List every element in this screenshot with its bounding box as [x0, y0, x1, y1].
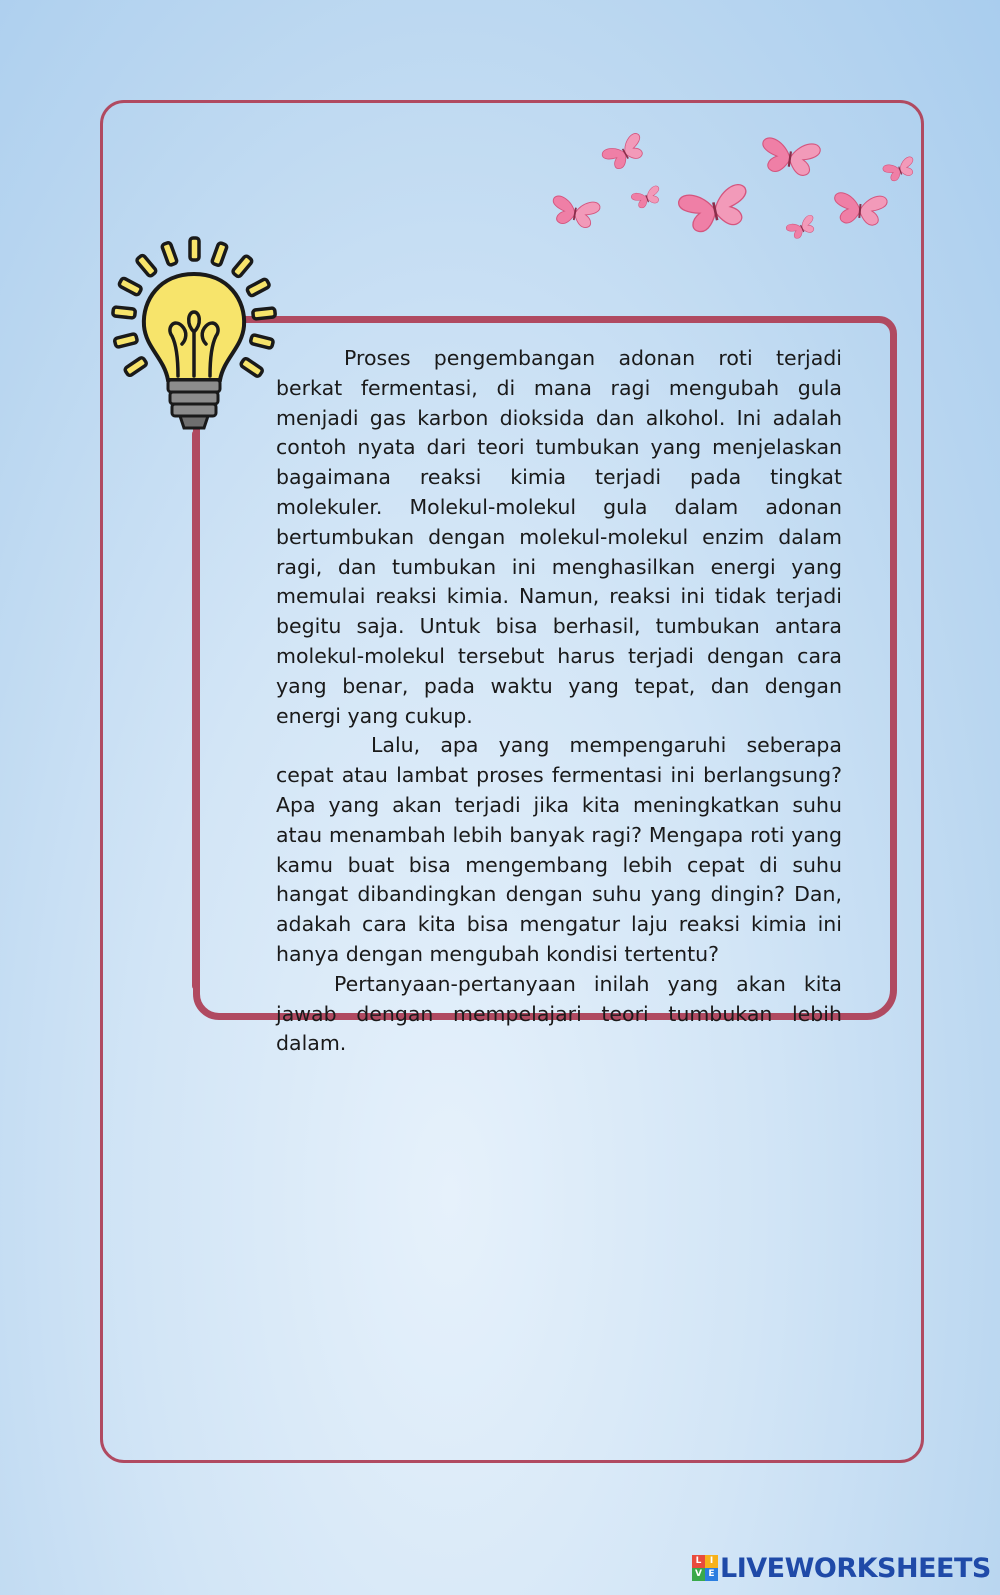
butterfly-icon: [550, 195, 601, 230]
paragraph: Pertanyaan-pertanyaan inilah yang akan kita jawab dengan mempelajari teori tumbukan lebih dalam.: [276, 971, 842, 1056]
butterfly-icon: [882, 156, 918, 184]
butterfly-icon: [785, 214, 818, 241]
logo-text: LIVEWORKSHEETS: [720, 1552, 991, 1584]
lightbulb-icon: [108, 236, 288, 446]
butterfly-icon: [630, 185, 663, 210]
butterfly-icon: [677, 183, 752, 235]
paragraph: Proses pengembangan adonan roti terjadi berkat fermentasi, di mana ragi mengubah gula menjadi gas karbon dioksida dan alkohol. Ini adalah contoh nyata dari teori tumbukan yang menjelaskan bagaimana reaksi kimia terjadi pada tingkat molekuler. Molekul-molekul gula dalam adonan bertumbukan dengan molekul-molekul enzim dalam ragi, dan tumbukan ini menghasilkan energi yang memulai reaksi kimia. Namun, reaksi ini tidak terjadi begitu saja. Untuk bisa berhasil, tumbukan antara molekul-molekul tersebut harus terjadi dengan cara yang benar, pada waktu yang tepat, dan dengan energi yang cukup.: [276, 346, 842, 728]
paragraph: Lalu, apa yang mempengaruhi seberapa cepat atau lambat proses fermentasi ini berlangsung? Apa yang akan terjadi jika kita meningkatkan suhu atau menambah lebih banyak ragi? Mengapa roti yang kamu buat bisa mengembang lebih cepat di suhu hangat dibandingkan dengan suhu yang dingin? Dan, adakah cara kita bisa mengatur laju reaksi kimia ini hanya dengan mengubah kondisi tertentu?: [276, 733, 842, 966]
butterfly-icon: [833, 192, 888, 226]
logo-mark-icon: L I V E: [692, 1555, 718, 1581]
butterfly-icon: [601, 132, 649, 174]
liveworksheets-logo[interactable]: [692, 1553, 991, 1583]
body-text: [276, 344, 842, 1059]
butterflies-decoration: [550, 128, 930, 258]
butterfly-icon: [759, 137, 821, 177]
